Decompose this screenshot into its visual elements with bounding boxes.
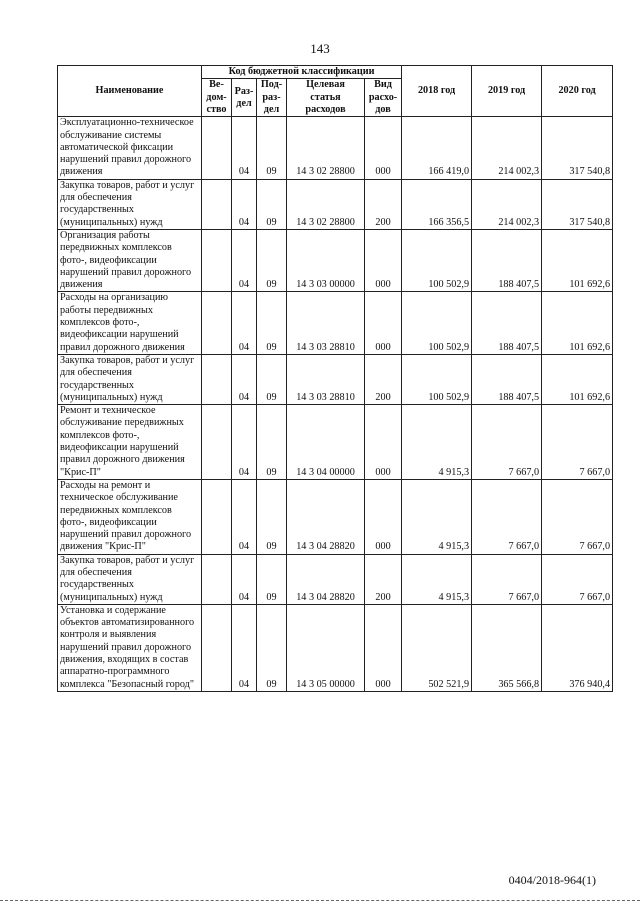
row-podrazdel: 09 (257, 604, 287, 691)
row-2018: 166 419,0 (402, 117, 472, 179)
table-row (58, 354, 613, 404)
row-name: Ремонт и техническое обслуживание передвижных комплексов фото-, видеофиксации нарушений правил дорожного движения "Крис-П" (58, 405, 202, 480)
row-2019: 7 667,0 (472, 479, 542, 554)
row-2018: 4 915,3 (402, 554, 472, 604)
row-2018: 166 356,5 (402, 179, 472, 229)
row-name: Организация работы передвижных комплексов фото-, видеофиксации нарушений правил дорожного движения (58, 229, 202, 291)
row-podrazdel: 09 (257, 179, 287, 229)
row-razdel: 04 (232, 554, 257, 604)
header-ved: Ве- дом- ство (202, 79, 232, 117)
row-ved (202, 229, 232, 291)
header-2020: 2020 год (542, 66, 613, 117)
row-name: Закупка товаров, работ и услуг для обеспечения государственных (муниципальных) нужд (58, 554, 202, 604)
row-2019: 188 407,5 (472, 229, 542, 291)
header-classification-group: Код бюджетной классификации (202, 66, 402, 79)
row-podrazdel: 09 (257, 229, 287, 291)
row-vid: 200 (365, 554, 402, 604)
table-row (58, 554, 613, 604)
header-2019: 2019 год (472, 66, 542, 117)
header-vid: Вид расхо- дов (365, 79, 402, 117)
row-name: Установка и содержание объектов автоматизированного контроля и выявления нарушений правил дорожного движения, входящих в состав аппаратно-программного комплекса "Безопасный город" (58, 604, 202, 691)
row-razdel: 04 (232, 117, 257, 179)
row-article: 14 3 03 28810 (287, 292, 365, 354)
table-header (58, 66, 613, 117)
row-podrazdel: 09 (257, 354, 287, 404)
row-podrazdel: 09 (257, 405, 287, 480)
row-ved (202, 117, 232, 179)
row-vid: 000 (365, 405, 402, 480)
table-row (58, 292, 613, 354)
row-ved (202, 405, 232, 480)
footer-divider (0, 900, 640, 901)
row-2019: 214 002,3 (472, 117, 542, 179)
row-ved (202, 354, 232, 404)
row-ved (202, 479, 232, 554)
row-2020: 7 667,0 (542, 405, 613, 480)
table-row (58, 117, 613, 179)
row-podrazdel: 09 (257, 554, 287, 604)
row-2019: 365 566,8 (472, 604, 542, 691)
row-article: 14 3 03 28810 (287, 354, 365, 404)
table-row (58, 604, 613, 691)
row-ved (202, 179, 232, 229)
row-2020: 101 692,6 (542, 292, 613, 354)
row-article: 14 3 03 00000 (287, 229, 365, 291)
row-2019: 188 407,5 (472, 354, 542, 404)
row-2018: 100 502,9 (402, 354, 472, 404)
header-name: Наименование (58, 66, 202, 117)
row-2020: 376 940,4 (542, 604, 613, 691)
header-2018: 2018 год (402, 66, 472, 117)
row-razdel: 04 (232, 179, 257, 229)
row-article: 14 3 02 28800 (287, 179, 365, 229)
row-razdel: 04 (232, 479, 257, 554)
row-vid: 000 (365, 604, 402, 691)
row-podrazdel: 09 (257, 117, 287, 179)
document-code: 0404/2018-964(1) (508, 873, 596, 887)
budget-table (57, 65, 613, 692)
row-2018: 100 502,9 (402, 292, 472, 354)
row-article: 14 3 02 28800 (287, 117, 365, 179)
table-row (58, 479, 613, 554)
header-article: Целевая статья расходов (287, 79, 365, 117)
row-razdel: 04 (232, 354, 257, 404)
row-2019: 188 407,5 (472, 292, 542, 354)
row-ved (202, 604, 232, 691)
row-vid: 200 (365, 179, 402, 229)
row-2018: 100 502,9 (402, 229, 472, 291)
row-article: 14 3 04 00000 (287, 405, 365, 480)
row-2020: 7 667,0 (542, 554, 613, 604)
row-2020: 101 692,6 (542, 229, 613, 291)
row-razdel: 04 (232, 405, 257, 480)
row-2020: 101 692,6 (542, 354, 613, 404)
row-vid: 000 (365, 479, 402, 554)
row-article: 14 3 05 00000 (287, 604, 365, 691)
row-name: Расходы на ремонт и техническое обслуживание передвижных комплексов фото-, видеофиксации нарушений правил дорожного движения "Крис-П" (58, 479, 202, 554)
table-row (58, 405, 613, 480)
row-name: Расходы на организацию работы передвижных комплексов фото-, видеофиксации нарушений правил дорожного движения (58, 292, 202, 354)
row-ved (202, 554, 232, 604)
row-name: Эксплуатационно-техническое обслуживание системы автоматической фиксации нарушений правил дорожного движения (58, 117, 202, 179)
row-razdel: 04 (232, 229, 257, 291)
row-razdel: 04 (232, 604, 257, 691)
row-ved (202, 292, 232, 354)
row-name: Закупка товаров, работ и услуг для обеспечения государственных (муниципальных) нужд (58, 354, 202, 404)
table-body (58, 117, 613, 692)
row-2018: 4 915,3 (402, 479, 472, 554)
row-razdel: 04 (232, 292, 257, 354)
page-number: 143 (310, 41, 330, 56)
row-2019: 214 002,3 (472, 179, 542, 229)
row-2020: 317 540,8 (542, 117, 613, 179)
table-row (58, 229, 613, 291)
row-vid: 200 (365, 354, 402, 404)
row-article: 14 3 04 28820 (287, 554, 365, 604)
header-razdel: Раз- дел (232, 79, 257, 117)
row-vid: 000 (365, 117, 402, 179)
row-vid: 000 (365, 229, 402, 291)
row-podrazdel: 09 (257, 479, 287, 554)
header-podrazdel: Под- раз- дел (257, 79, 287, 117)
row-article: 14 3 04 28820 (287, 479, 365, 554)
row-name: Закупка товаров, работ и услуг для обеспечения государственных (муниципальных) нужд (58, 179, 202, 229)
row-2019: 7 667,0 (472, 405, 542, 480)
row-2019: 7 667,0 (472, 554, 542, 604)
row-2018: 502 521,9 (402, 604, 472, 691)
row-2020: 317 540,8 (542, 179, 613, 229)
row-2020: 7 667,0 (542, 479, 613, 554)
row-2018: 4 915,3 (402, 405, 472, 480)
table-row (58, 179, 613, 229)
row-podrazdel: 09 (257, 292, 287, 354)
row-vid: 000 (365, 292, 402, 354)
